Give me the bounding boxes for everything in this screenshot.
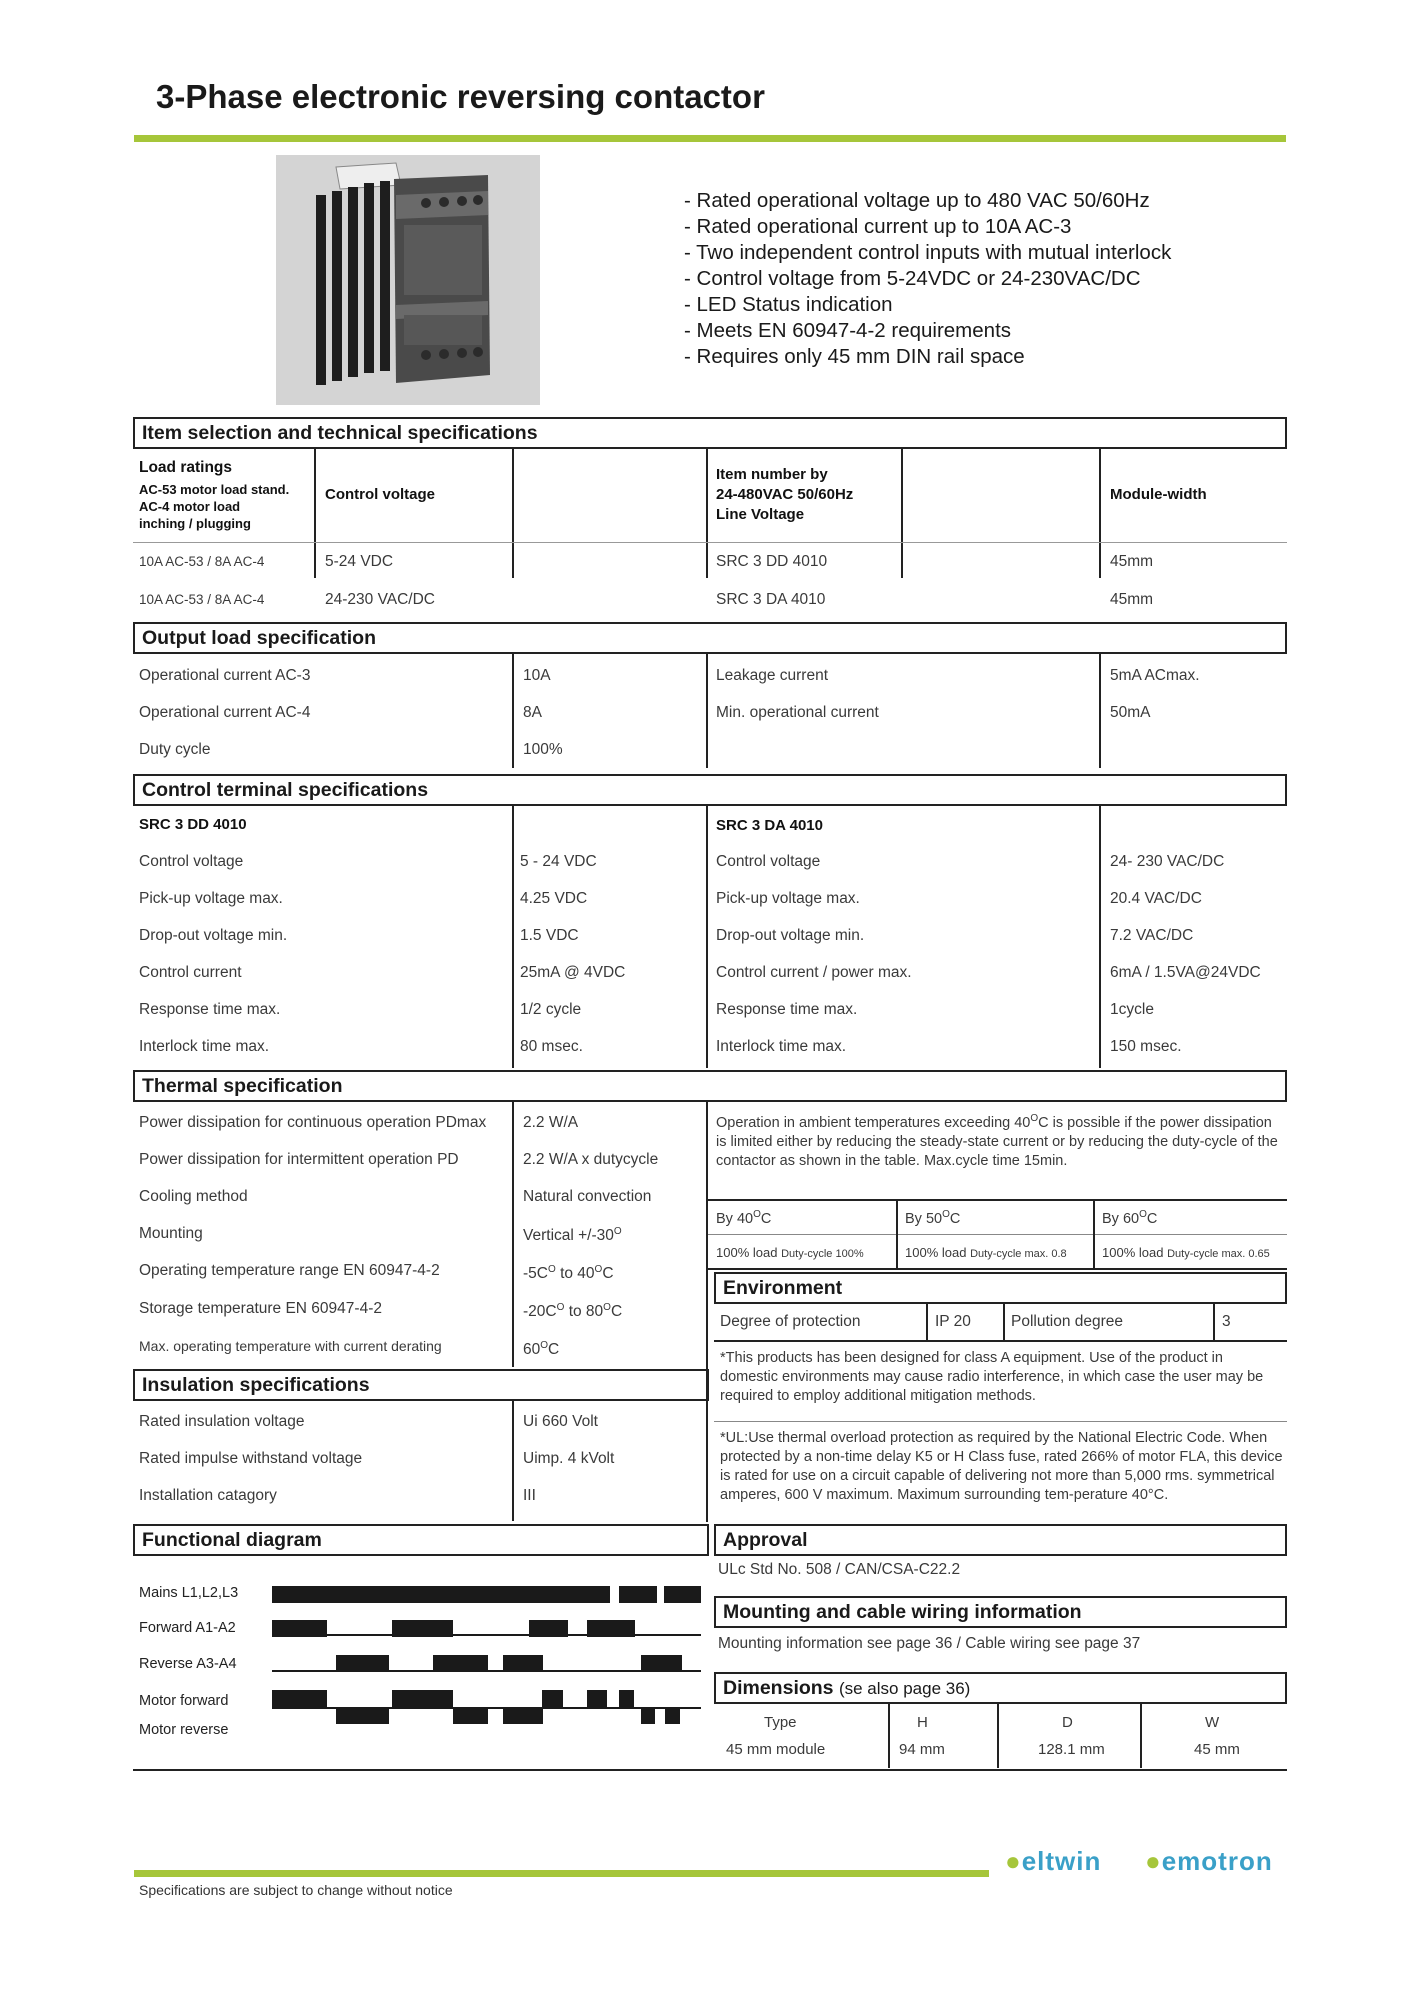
table-cell: 45mm [1110,553,1154,570]
spec-value: 100% [523,741,563,758]
table-cell: 10A AC-53 / 8A AC-4 [139,554,265,569]
spec-value: 80 msec. [520,1038,583,1055]
feature-item: - Meets EN 60947-4-2 requirements [684,319,1012,342]
column-header-control-voltage: Control voltage [325,486,436,503]
section-title: Environment [723,1277,843,1299]
spec-label: Operational current AC-3 [139,667,311,684]
feature-item: - Rated operational voltage up to 480 VAC 50/60Hz [684,189,1150,212]
waveform-pulse [336,1655,389,1672]
spec-label: Drop-out voltage min. [139,927,288,944]
spec-label: Operational current AC-4 [139,704,311,721]
diagram-label: Mains L1,L2,L3 [139,1585,239,1601]
spec-label: Power dissipation for intermittent operation PD [139,1151,459,1168]
diagram-label: Motor forward [139,1693,229,1709]
table-cell: 24-230 VAC/DC [325,591,435,608]
spec-label: Rated impulse withstand voltage [139,1450,363,1467]
derating-value: 100% load Duty-cycle max. 0.65 [1102,1245,1270,1260]
spec-label: Control current / power max. [716,964,912,981]
product-photo [276,155,540,405]
section-insulation [133,1369,709,1401]
spec-value: 5 - 24 VDC [520,853,597,870]
section-dimensions [714,1672,1287,1704]
brand-logo-eltwin: ●eltwin [1005,1846,1102,1876]
waveform-pulse [641,1707,655,1724]
waveform-pulse [272,1586,610,1603]
spec-value: Vertical $+/-30^O$ [523,1226,622,1245]
table-cell: SRC 3 DD 4010 [716,553,828,570]
spec-value: 8A [523,704,542,721]
column-header-item-number: Item number by [716,466,828,483]
derating-header: By $50^OC$ [905,1209,961,1227]
spec-label: Drop-out voltage min. [716,927,865,944]
spec-value: IP 20 [935,1313,971,1330]
section-mounting [714,1596,1287,1628]
section-title: Thermal specification [142,1075,343,1097]
spec-label: Control voltage [716,853,821,870]
spec-value: 10A [523,667,551,684]
derating-value: 100% load Duty-cycle 100% [716,1245,864,1260]
dimension-header: H [917,1714,928,1731]
spec-label: Operating temperature range EN 60947-4-2 [139,1262,440,1279]
spec-value: 4.25 VDC [520,890,588,907]
dimension-value: 45 mm module [726,1741,826,1758]
section-title: Output load specification [142,627,377,649]
waveform-pulse [336,1707,389,1724]
dimension-header: Type [764,1714,797,1731]
waveform-pulse [664,1586,701,1603]
column-header: SRC 3 DD 4010 [139,816,247,833]
section-functional-diagram [133,1524,709,1556]
spec-value: 1.5 VDC [520,927,579,944]
waveform-pulse [619,1586,657,1603]
derating-header: By $60^OC$ [1102,1209,1158,1227]
waveform-pulse [587,1690,607,1707]
section-thermal [133,1070,1287,1102]
column-header: SRC 3 DA 4010 [716,817,823,834]
waveform-pulse [392,1620,453,1637]
section-title: Control terminal specifications [142,779,429,801]
waveform-pulse [619,1690,634,1707]
section-environment [714,1272,1287,1304]
spec-label: Pollution degree [1011,1313,1124,1330]
spec-label: Rated insulation voltage [139,1413,305,1430]
waveform-pulse [665,1707,680,1724]
spec-value: 2.2 W/A [523,1114,579,1131]
spec-value: 24- 230 VAC/DC [1110,853,1225,870]
section-output-load [133,622,1287,654]
feature-item: - Requires only 45 mm DIN rail space [684,345,1025,368]
spec-value: Ui 660 Volt [523,1413,598,1430]
column-header-item-number: Line Voltage [716,506,805,523]
spec-label: Pick-up voltage max. [716,890,860,907]
table-cell: SRC 3 DA 4010 [716,591,826,608]
feature-item: - LED Status indication [684,293,893,316]
spec-label: Response time max. [139,1001,281,1018]
feature-list [684,188,1171,370]
spec-value: Uimp. 4 kVolt [523,1450,615,1467]
spec-value: III [523,1487,536,1504]
spec-value: 1/2 cycle [520,1001,582,1018]
waveform-pulse [503,1707,543,1724]
table-cell: 45mm [1110,591,1154,608]
spec-value: 150 msec. [1110,1038,1182,1055]
dimension-header: W [1205,1714,1220,1731]
spec-value: 1cycle [1110,1001,1154,1018]
dimension-value: 128.1 mm [1038,1741,1105,1758]
spec-label: Installation catagory [139,1487,277,1504]
spec-value: 3 [1222,1313,1231,1330]
spec-label: Power dissipation for continuous operation PDmax [139,1114,487,1131]
waveform-pulse [433,1655,488,1672]
feature-item: - Two independent control inputs with mutual interlock [684,241,1172,264]
ul-note: *UL:Use thermal overload protection as required by the National Electric Code. When protected by a non-time delay K5 or H Class fuse, rated 266% of motor FLA, this device is rated for use on a circuit capable of delivering not more than 5,000 rms. symmetrical amperes, 600 V maximum. Maximum surrounding tem-perature 40°C. [720,1430,1283,1503]
spec-value: 7.2 VAC/DC [1110,927,1194,944]
column-header-module-width: Module-width [1110,486,1207,503]
diagram-label: Motor reverse [139,1722,229,1738]
mounting-text: Mounting information see page 36 / Cable wiring see page 37 [718,1635,1141,1652]
approval-text: ULc Std No. 508 / CAN/CSA-C22.2 [718,1561,961,1578]
column-header-load-ratings: Load ratings [139,459,233,476]
diagram-label: Reverse A3-A4 [139,1656,237,1672]
spec-value: Natural convection [523,1188,652,1205]
diagram-label: Forward A1-A2 [139,1620,236,1636]
spec-label: Control current [139,964,242,981]
section-title: Functional diagram [142,1529,322,1551]
spec-label: Response time max. [716,1001,858,1018]
waveform-pulse [272,1690,327,1707]
feature-item: - Rated operational current up to 10A AC-3 [684,215,1072,238]
section-title: Approval [723,1529,808,1551]
spec-value: 6mA / 1.5VA@24VDC [1110,964,1261,981]
section-approval [714,1524,1287,1556]
spec-label: Interlock time max. [139,1038,270,1055]
waveform-pulse [272,1620,327,1637]
waveform-pulse [641,1655,682,1672]
spec-value: 20.4 VAC/DC [1110,890,1202,907]
spec-value: 2.2 W/A x dutycycle [523,1151,659,1168]
spec-value: 50mA [1110,704,1151,721]
spec-value: $60^OC$ [523,1340,560,1359]
spec-label: Leakage current [716,667,829,684]
brand-logo-emotron: ●emotron [1145,1846,1273,1876]
spec-value: 25mA @ 4VDC [520,964,626,981]
spec-label: Cooling method [139,1188,248,1205]
spec-label: Duty cycle [139,741,211,758]
spec-label: Min. operational current [716,704,879,721]
column-header-item-number: 24-480VAC 50/60Hz [716,486,854,503]
waveform-pulse [503,1655,543,1672]
section-title: Mounting and cable wiring information [723,1601,1082,1623]
waveform-pulse [453,1707,488,1724]
footer-rule [134,1870,989,1877]
spec-value: 5mA ACmax. [1110,667,1200,684]
waveform-pulse [529,1620,568,1637]
section-title: Dimensions (se also page 36) [723,1677,971,1699]
column-header-load-sub: AC-4 motor load [139,499,241,514]
environment-note: *This products has been designed for class A equipment. Use of the product in domestic environments may cause radio interference, in which case the user may be required to employ additional mitigation methods. [720,1350,1264,1404]
footer-note: Specifications are subject to change without notice [139,1882,453,1898]
spec-value: $-20C^O$ to $80^OC$ [523,1302,623,1321]
waveform-pulse [542,1690,563,1707]
title-underline [134,135,1286,142]
spec-label: Degree of protection [720,1313,861,1330]
spec-label: Max. operating temperature with current derating [139,1338,442,1354]
column-header-load-sub: inching / plugging [139,516,251,531]
spec-label: Control voltage [139,853,244,870]
spec-label: Pick-up voltage max. [139,890,283,907]
section-title: Insulation specifications [142,1374,370,1396]
table-cell: 10A AC-53 / 8A AC-4 [139,592,265,607]
dimension-value: 94 mm [899,1741,945,1758]
spec-label: Mounting [139,1225,203,1242]
page-title: 3-Phase electronic reversing contactor [156,78,765,115]
feature-item: - Control voltage from 5-24VDC or 24-230VAC/DC [684,267,1141,290]
thermal-note: Operation in ambient temperatures exceeding $40^OC$ is possible if the power dissipation is limited either by reducing the steady-state current or by reducing the duty-cycle of the contactor as shown in the table. Max.cycle time 15min. [716,1113,1278,1169]
dimension-header: D [1062,1714,1073,1731]
waveform-pulse [392,1690,453,1707]
dimension-value: 45 mm [1194,1741,1240,1758]
spec-label: Storage temperature EN 60947-4-2 [139,1300,382,1317]
section-control-terminal [133,774,1287,806]
spec-value: $-5C^O$ to $40^OC$ [523,1264,614,1283]
derating-value: 100% load Duty-cycle max. 0.8 [905,1245,1067,1260]
waveform-pulse [587,1620,635,1637]
derating-header: By $40^OC$ [716,1209,772,1227]
section-title: Item selection and technical specifications [142,422,538,444]
section-item-selection [133,417,1287,449]
table-cell: 5-24 VDC [325,553,394,570]
spec-label: Interlock time max. [716,1038,847,1055]
column-header-load-sub: AC-53 motor load stand. [139,482,290,497]
